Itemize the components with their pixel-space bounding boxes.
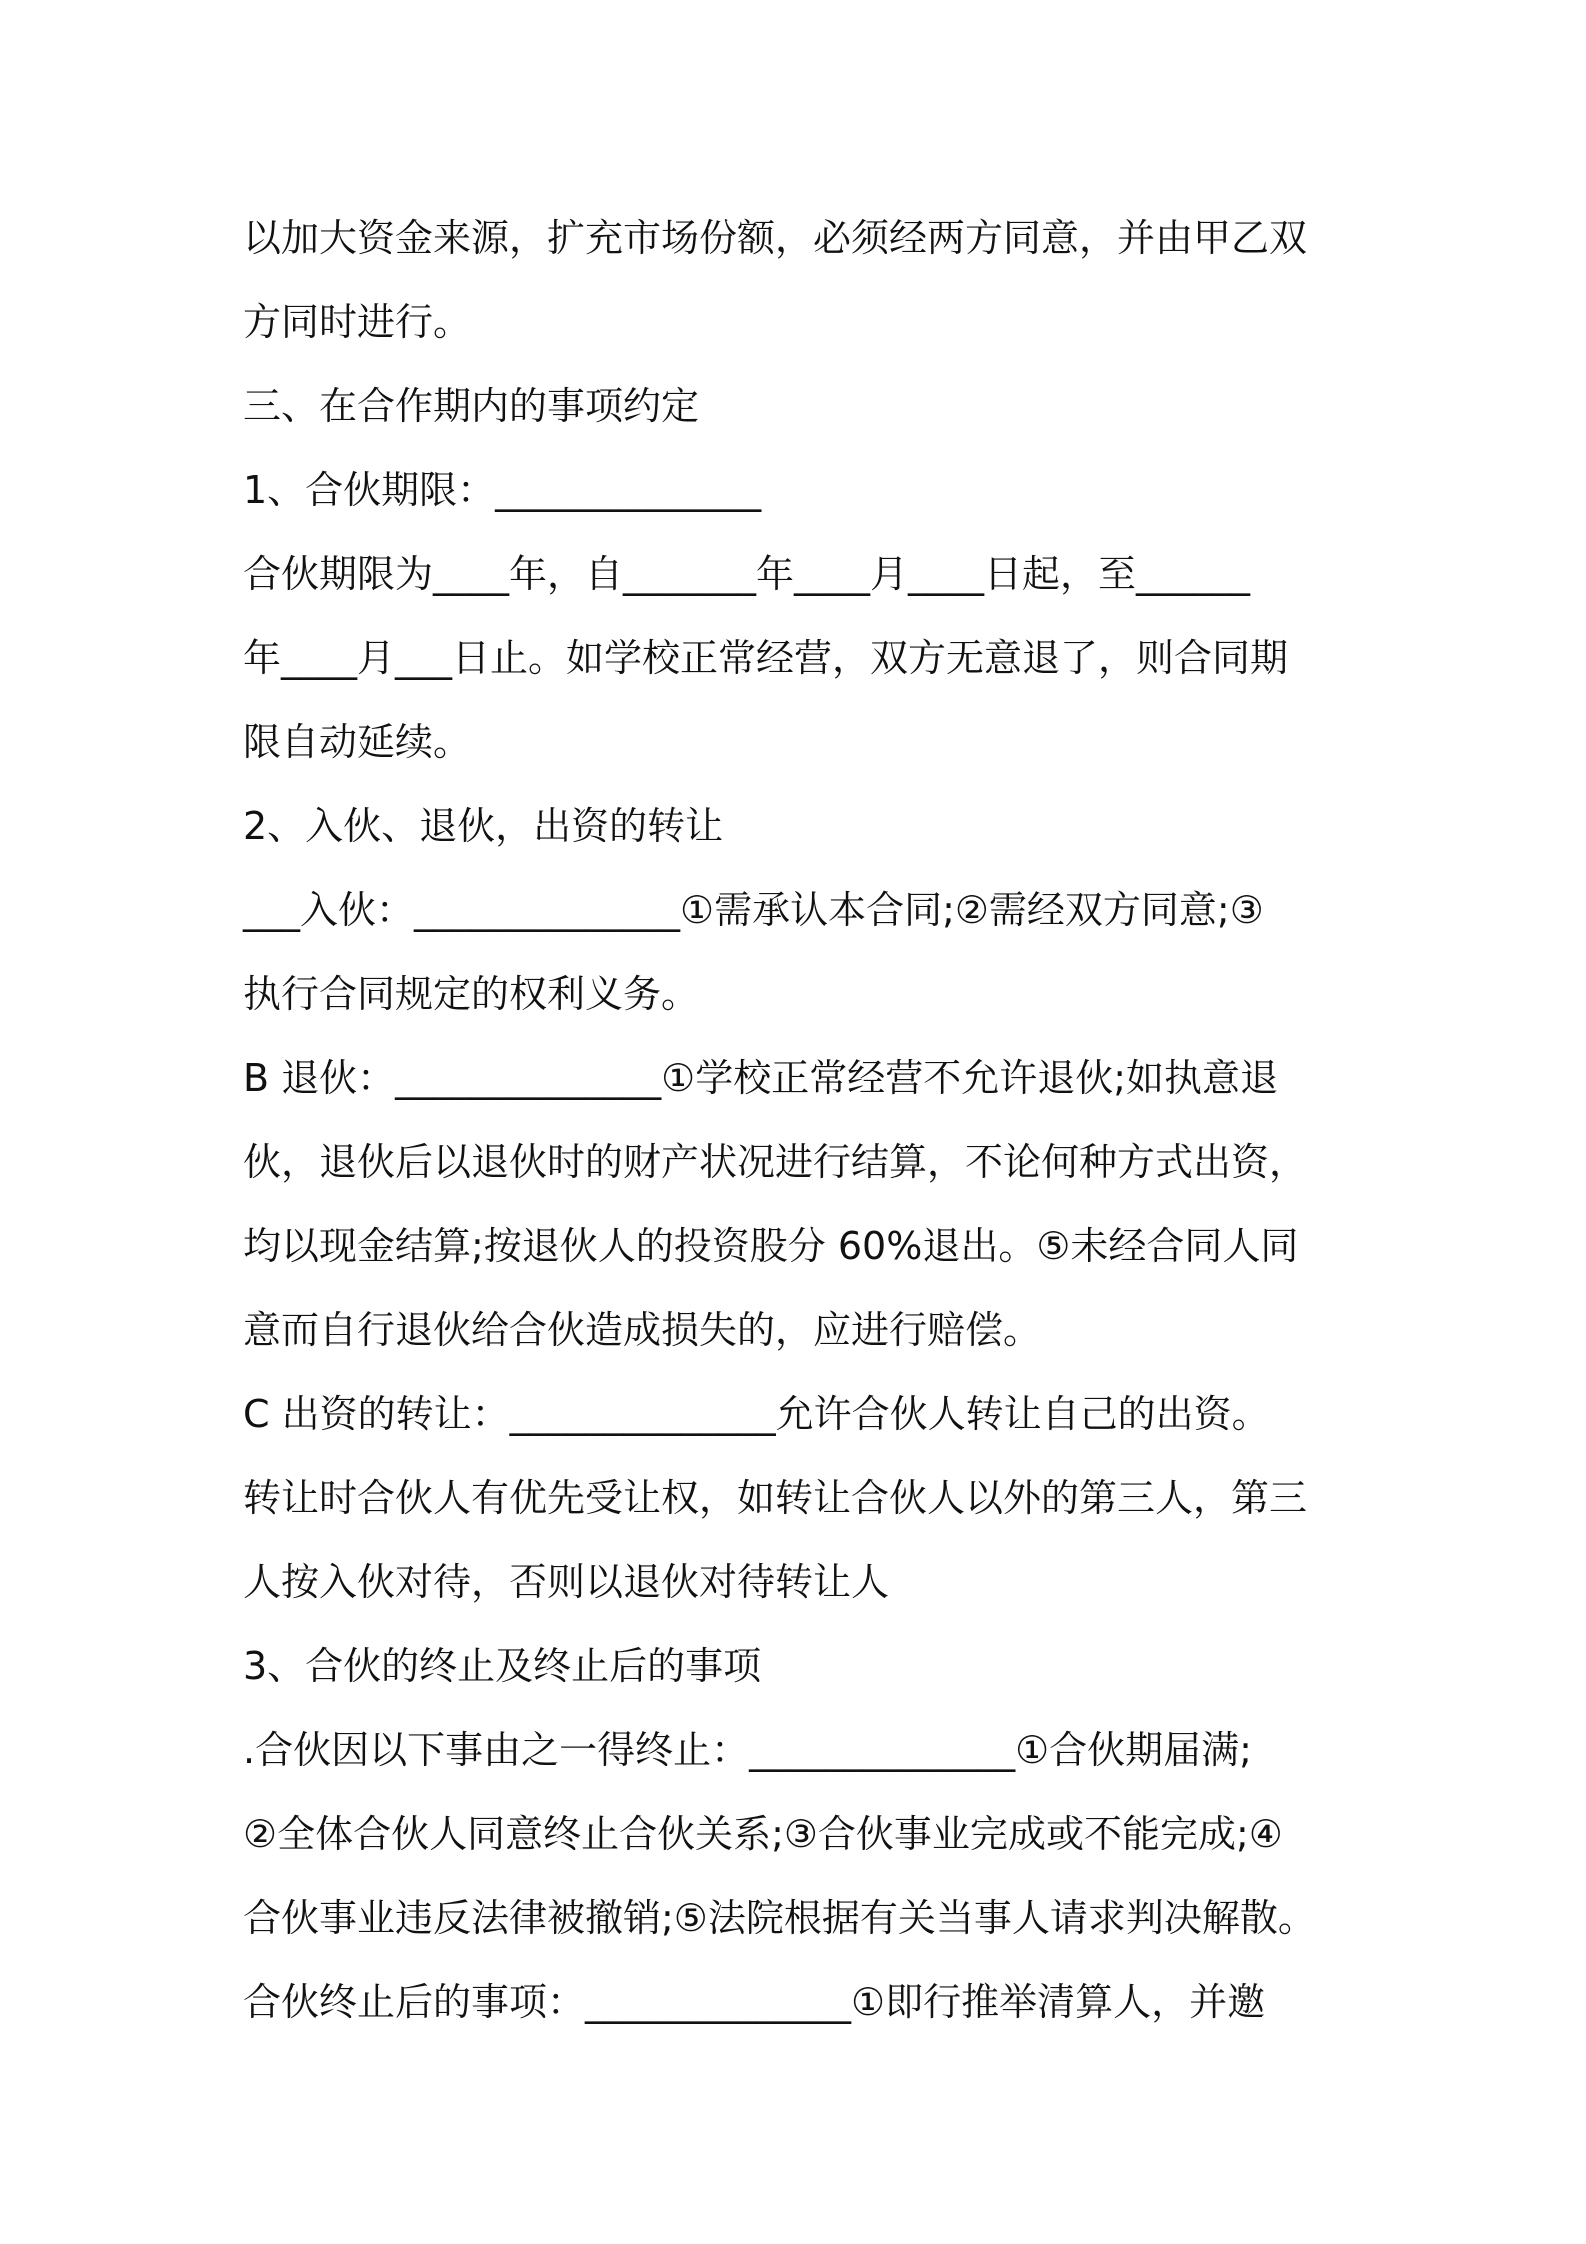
text-line-17: 人按入伙对待，否则以退伙对待转让人: [243, 1560, 890, 1604]
text-line-9: ___入伙：______________①需承认本合同;②需经双方同意;③: [243, 888, 1264, 932]
text-line-15: C 出资的转让：______________允许合伙人转让自己的出资。: [243, 1392, 1270, 1436]
text-line-7: 限自动延续。: [243, 720, 472, 764]
text-line-6: 年____月___日止。如学校正常经营，双方无意退了，则合同期: [243, 636, 1289, 680]
text-line-19: .合伙因以下事由之一得终止：______________①合伙期届满;: [243, 1728, 1252, 1772]
text-line-1: 以加大资金来源，扩充市场份额，必须经两方同意，并由甲乙双: [243, 216, 1308, 260]
text-line-2: 方同时进行。: [243, 300, 472, 344]
section-heading-3: 三、在合作期内的事项约定: [243, 384, 700, 428]
text-line-14: 意而自行退伙给合伙造成损失的，应进行赔偿。: [243, 1308, 1042, 1352]
text-line-11: B 退伙：______________①学校正常经营不允许退伙;如执意退: [243, 1056, 1279, 1100]
clause-heading-join-leave: 2、入伙、退伙，出资的转让: [243, 804, 724, 848]
text-line-5: 合伙期限为____年，自_______年____月____日起，至______: [243, 552, 1251, 596]
text-line-20: ②全体合伙人同意终止合伙关系;③合伙事业完成或不能完成;④: [243, 1812, 1283, 1856]
clause-heading-termination: 3、合伙的终止及终止后的事项: [243, 1644, 762, 1688]
text-line-12: 伙，退伙后以退伙时的财产状况进行结算，不论何种方式出资，: [243, 1140, 1308, 1184]
document-body: [243, 196, 1363, 2044]
text-line-16: 转让时合伙人有优先受让权，如转让合伙人以外的第三人，第三: [243, 1476, 1308, 1520]
text-line-22: 合伙终止后的事项：______________①即行推举清算人，并邀: [243, 1980, 1266, 2024]
text-line-21: 合伙事业违反法律被撤销;⑤法院根据有关当事人请求判决解散。: [243, 1896, 1316, 1940]
text-line-10: 执行合同规定的权利义务。: [243, 972, 700, 1016]
text-line-13: 均以现金结算;按退伙人的投资股分 60%退出。⑤未经合同人同: [243, 1224, 1299, 1268]
clause-heading-term: 1、合伙期限：______________: [243, 468, 762, 512]
